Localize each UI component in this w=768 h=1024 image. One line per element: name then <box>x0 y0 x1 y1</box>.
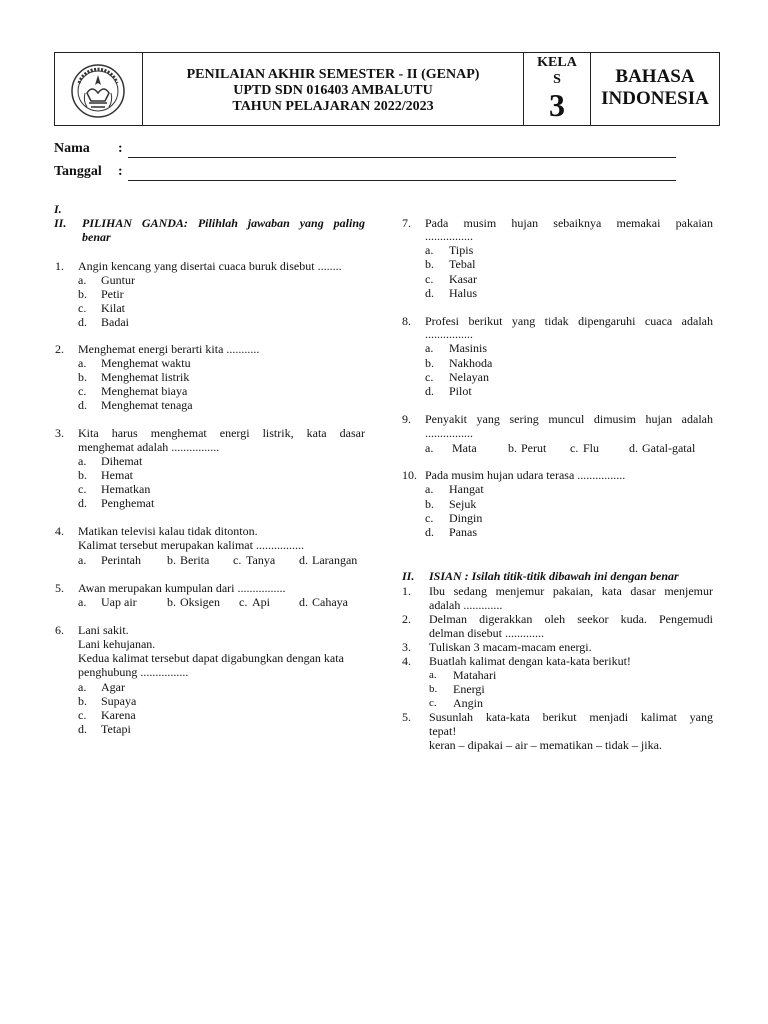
isian-5-line-2: tepat! <box>429 724 457 738</box>
q4-opt-a-letter: a. <box>78 553 87 567</box>
q10-opt-b-letter: b. <box>425 497 434 511</box>
q6-opt-a-letter: a. <box>78 680 87 694</box>
q3-opt-b: Hemat <box>101 468 133 482</box>
q6-opt-b-letter: b. <box>78 694 87 708</box>
q5-opt-c-letter: c. <box>239 595 248 609</box>
q1-opt-c-letter: c. <box>78 301 87 315</box>
q5-number: 5. <box>55 581 64 595</box>
q3-text-line-2: menghemat adalah ................ <box>78 440 220 454</box>
q4-text-line-2: Kalimat tersebut merupakan kalimat ................ <box>78 538 304 552</box>
q5-text: Awan merupakan kumpulan dari ................ <box>78 581 286 595</box>
isian-4-number: 4. <box>402 654 411 668</box>
q6-line-3: Kedua kalimat tersebut dapat digabungkan dengan kata <box>78 651 344 665</box>
isian-4-opt-b-letter: b. <box>429 683 438 695</box>
q8-opt-d-letter: d. <box>425 384 434 398</box>
isian-2-line-2: delman disebut ............. <box>429 626 544 640</box>
q1-opt-d-letter: d. <box>78 315 87 329</box>
q8-opt-b: Nakhoda <box>449 356 493 370</box>
q4-opt-b: Berita <box>180 553 210 567</box>
q8-opt-d: Pilot <box>449 384 472 398</box>
q9-opt-d: Gatal-gatal <box>642 441 696 455</box>
q9-opt-b-letter: b. <box>508 441 517 455</box>
q7-opt-b-letter: b. <box>425 257 434 271</box>
isian-roman: II. <box>402 569 415 583</box>
isian-4-line-1: Buatlah kalimat dengan kata-kata berikut! <box>429 654 631 668</box>
q1-opt-b-letter: b. <box>78 287 87 301</box>
q10-number: 10. <box>402 468 417 482</box>
roman-two: II. <box>54 216 67 230</box>
q5-opt-b-letter: b. <box>167 595 176 609</box>
kelas-label-1: KELA <box>537 55 577 70</box>
q4-number: 4. <box>55 524 64 538</box>
q3-number: 3. <box>55 426 64 440</box>
q3-opt-a-letter: a. <box>78 454 87 468</box>
q6-number: 6. <box>55 623 64 637</box>
q1-opt-b: Petir <box>101 287 124 301</box>
q5-opt-c: Api <box>252 595 270 609</box>
q4-opt-d: Larangan <box>312 553 358 567</box>
q9-opt-c: Flu <box>583 441 600 455</box>
q3-opt-b-letter: b. <box>78 468 87 482</box>
q5-opt-d-letter: d. <box>299 595 308 609</box>
isian-5-line-1: Susunlah kata-kata berikut menjadi kalimat yang <box>429 710 713 724</box>
q8-number: 8. <box>402 314 411 328</box>
q9-opt-a-letter: a. <box>425 441 434 455</box>
header-line-1: PENILAIAN AKHIR SEMESTER - II (GENAP) <box>186 67 480 82</box>
q10-opt-b: Sejuk <box>449 497 477 511</box>
pg-title-line-1: PILIHAN GANDA: Pilihlah jawaban yang paling <box>82 216 365 230</box>
q7-text-line-2: ................ <box>425 229 473 243</box>
q4-text-line-1: Matikan televisi kalau tidak ditonton. <box>78 524 258 538</box>
q2-opt-d: Menghemat tenaga <box>101 398 193 412</box>
q3-text-line-1: Kita harus menghemat energi listrik, kata dasar <box>78 426 365 440</box>
tanggal-colon: : <box>118 164 123 179</box>
tanggal-label: Tanggal <box>54 164 102 179</box>
isian-4-opt-c-letter: c. <box>429 697 437 709</box>
q9-opt-a: Mata <box>452 441 477 455</box>
q8-text-line-2: ................ <box>425 327 473 341</box>
isian-1-number: 1. <box>402 584 411 598</box>
q9-opt-b: Perut <box>521 441 547 455</box>
q5-opt-a-letter: a. <box>78 595 87 609</box>
q6-line-4: penghubung ................ <box>78 665 189 679</box>
q10-text: Pada musim hujan udara terasa ................ <box>425 468 626 482</box>
q7-opt-b: Tebal <box>449 257 476 271</box>
subject-line-2: INDONESIA <box>601 88 709 109</box>
q6-opt-c-letter: c. <box>78 708 87 722</box>
subject-cell <box>591 53 719 125</box>
q10-opt-a: Hangat <box>449 482 484 496</box>
q9-number: 9. <box>402 412 411 426</box>
q2-text: Menghemat energi berarti kita ........... <box>78 342 260 356</box>
q2-opt-d-letter: d. <box>78 398 87 412</box>
q2-opt-b-letter: b. <box>78 370 87 384</box>
roman-one: I. <box>54 202 62 216</box>
q1-opt-a-letter: a. <box>78 273 87 287</box>
q10-opt-d-letter: d. <box>425 525 434 539</box>
q6-opt-a: Agar <box>101 680 125 694</box>
q2-opt-a-letter: a. <box>78 356 87 370</box>
kelas-label-2: S <box>553 72 561 87</box>
isian-3-line-1: Tuliskan 3 macam-macam energi. <box>429 640 592 654</box>
q1-opt-c: Kilat <box>101 301 125 315</box>
isian-2-line-1: Delman digerakkan oleh seekor kuda. Pengemudi <box>429 612 713 626</box>
q4-opt-c-letter: c. <box>233 553 242 567</box>
q7-text-line-1: Pada musim hujan sebaiknya memakai pakaian <box>425 216 713 230</box>
q1-text: Angin kencang yang disertai cuaca buruk disebut ........ <box>78 259 342 273</box>
q2-opt-c-letter: c. <box>78 384 87 398</box>
isian-4-opt-a-letter: a. <box>429 669 437 681</box>
q10-opt-c: Dingin <box>449 511 483 525</box>
nama-label: Nama <box>54 141 90 156</box>
q8-opt-c-letter: c. <box>425 370 434 384</box>
q2-opt-b: Menghemat listrik <box>101 370 190 384</box>
q8-text-line-1: Profesi berikut yang tidak dipengaruhi cuaca adalah <box>425 314 713 328</box>
header-line-2: UPTD SDN 016403 AMBALUTU <box>233 83 433 98</box>
tut-wuri-handayani-logo-icon <box>65 63 131 119</box>
q7-opt-a-letter: a. <box>425 243 434 257</box>
q8-opt-c: Nelayan <box>449 370 489 384</box>
q6-opt-c: Karena <box>101 708 136 722</box>
q9-opt-d-letter: d. <box>629 441 638 455</box>
q4-opt-d-letter: d. <box>299 553 308 567</box>
q6-line-2: Lani kehujanan. <box>78 637 156 651</box>
q7-number: 7. <box>402 216 411 230</box>
q2-number: 2. <box>55 342 64 356</box>
q10-opt-a-letter: a. <box>425 482 434 496</box>
q7-opt-a: Tipis <box>449 243 474 257</box>
q6-opt-b: Supaya <box>101 694 137 708</box>
logo-cell <box>55 53 143 125</box>
q6-line-1: Lani sakit. <box>78 623 129 637</box>
header-line-3: TAHUN PELAJARAN 2022/2023 <box>232 99 434 114</box>
q5-opt-b: Oksigen <box>180 595 220 609</box>
kelas-cell <box>524 53 591 125</box>
kelas-value: 3 <box>549 87 565 123</box>
header-box <box>54 52 720 126</box>
header-title <box>143 53 524 125</box>
q6-opt-d-letter: d. <box>78 722 87 736</box>
q8-opt-b-letter: b. <box>425 356 434 370</box>
nama-colon: : <box>118 141 123 156</box>
isian-2-number: 2. <box>402 612 411 626</box>
isian-1-line-2: adalah ............. <box>429 598 503 612</box>
q4-opt-b-letter: b. <box>167 553 176 567</box>
q2-opt-a: Menghemat waktu <box>101 356 191 370</box>
q5-opt-a: Uap air <box>101 595 137 609</box>
q8-opt-a: Masinis <box>449 341 488 355</box>
isian-title: ISIAN : Isilah titik-titik dibawah ini dengan benar <box>429 569 679 583</box>
q2-opt-c: Menghemat biaya <box>101 384 188 398</box>
q8-opt-a-letter: a. <box>425 341 434 355</box>
isian-5-line-3: keran – dipakai – air – mematikan – tidak – jika. <box>429 738 662 752</box>
isian-4-opt-c: Angin <box>453 696 483 710</box>
q3-opt-c-letter: c. <box>78 482 87 496</box>
q7-opt-c-letter: c. <box>425 272 434 286</box>
isian-3-number: 3. <box>402 640 411 654</box>
pg-title-line-2: benar <box>82 230 111 244</box>
q9-text-line-2: ................ <box>425 426 473 440</box>
q1-number: 1. <box>55 259 64 273</box>
nama-line[interactable] <box>128 157 676 158</box>
q3-opt-c: Hematkan <box>101 482 151 496</box>
q9-opt-c-letter: c. <box>570 441 579 455</box>
isian-5-number: 5. <box>402 710 411 724</box>
tanggal-line[interactable] <box>128 180 676 181</box>
q1-opt-a: Guntur <box>101 273 135 287</box>
isian-4-opt-a: Matahari <box>453 668 497 682</box>
q7-opt-d-letter: d. <box>425 286 434 300</box>
q1-opt-d: Badai <box>101 315 129 329</box>
subject-line-1: BAHASA <box>615 66 695 87</box>
q9-text-line-1: Penyakit yang sering muncul dimusim hujan adalah <box>425 412 713 426</box>
q4-opt-a: Perintah <box>101 553 141 567</box>
q3-opt-a: Dihemat <box>101 454 143 468</box>
q7-opt-c: Kasar <box>449 272 477 286</box>
q5-opt-d: Cahaya <box>312 595 348 609</box>
q6-opt-d: Tetapi <box>101 722 131 736</box>
q3-opt-d: Penghemat <box>101 496 155 510</box>
q10-opt-c-letter: c. <box>425 511 434 525</box>
q4-opt-c: Tanya <box>246 553 276 567</box>
q10-opt-d: Panas <box>449 525 477 539</box>
q7-opt-d: Halus <box>449 286 477 300</box>
q3-opt-d-letter: d. <box>78 496 87 510</box>
isian-4-opt-b: Energi <box>453 682 485 696</box>
isian-1-line-1: Ibu sedang menjemur pakaian, kata dasar menjemur <box>429 584 713 598</box>
